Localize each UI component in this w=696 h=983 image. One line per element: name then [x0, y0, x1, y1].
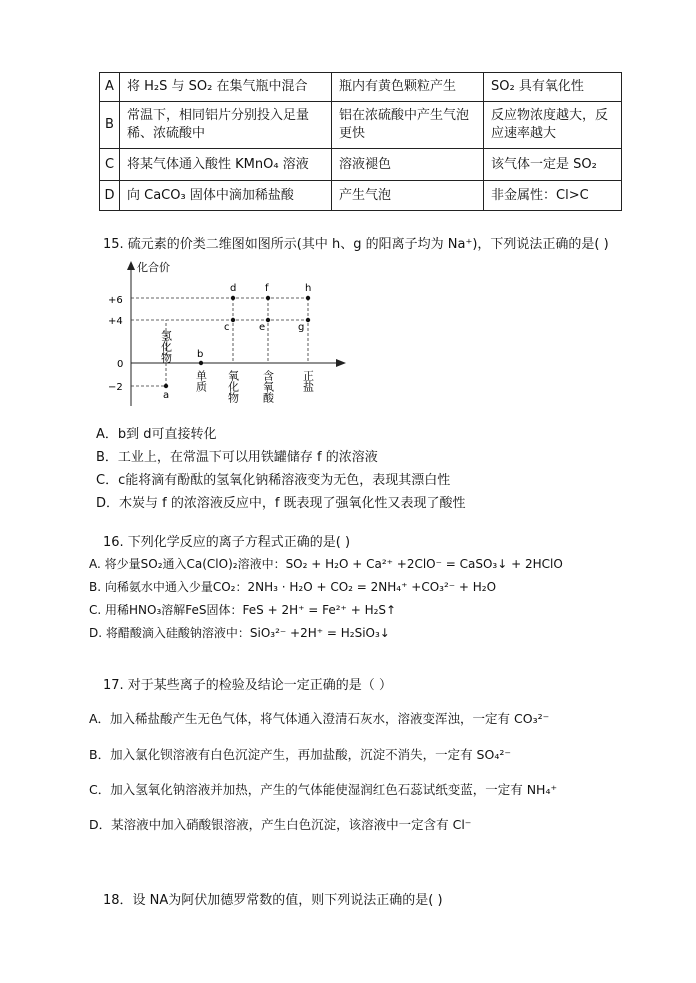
table-row	[100, 73, 622, 102]
conclusion-cell: 非金属性：Cl>C	[484, 181, 622, 211]
q15-option-d: D．木炭与 f 的浓溶液反应中，f 既表现了强氧化性又表现了酸性	[96, 496, 466, 511]
q17-option-d: D．某溶液中加入硝酸银溶液，产生白色沉淀，该溶液中一定含有 Cl⁻	[89, 817, 472, 832]
operation-cell: 向 CaCO₃ 固体中滴加稀盐酸	[120, 181, 332, 211]
category-label: 氢化物	[159, 330, 173, 363]
tick-label: +4	[108, 316, 123, 327]
q17-option-c: C．加入氢氧化钠溶液并加热，产生的气体能使湿润红色石蕊试纸变蓝，一定有 NH₄⁺	[89, 782, 558, 797]
point-b	[199, 361, 203, 365]
category-label: 含氧酸	[261, 370, 275, 403]
conclusion-cell: SO₂ 具有氧化性	[484, 73, 622, 102]
q16-option-b: B. 向稀氨水中通入少量CO₂：2NH₃ · H₂O + CO₂ = 2NH₄⁺ +CO₃²⁻ + H₂O	[89, 580, 497, 594]
point-label: b	[197, 349, 204, 360]
category-label: 正盐	[301, 370, 315, 392]
question-16-stem: 16. 下列化学反应的离子方程式正确的是( )	[103, 535, 351, 550]
operation-cell: 将某气体通入酸性 KMnO₄ 溶液	[120, 149, 332, 181]
point-c	[231, 318, 235, 322]
q16-option-c: C. 用稀HNO₃溶解FeS固体：FeS + 2H⁺ = Fe²⁺ + H₂S↑	[89, 603, 397, 617]
row-key: A	[100, 73, 120, 102]
q15-option-b: B．工业上，在常温下可以用铁罐储存 f 的浓溶液	[96, 450, 378, 465]
tick-label: −2	[108, 382, 123, 393]
x-axis-arrow	[336, 359, 346, 367]
phenomenon-cell: 溶液褪色	[332, 149, 484, 181]
valence-class-diagram	[100, 256, 360, 416]
operation-cell: 将 H₂S 与 SO₂ 在集气瓶中混合	[120, 73, 332, 102]
table-row	[100, 181, 622, 211]
point-label: c	[224, 322, 230, 333]
point-a	[164, 384, 168, 388]
guide-lines	[131, 298, 308, 386]
point-d	[231, 296, 235, 300]
table-row	[100, 149, 622, 181]
category-label: 氧化物	[226, 370, 240, 403]
row-key: D	[100, 181, 120, 211]
point-label: a	[163, 390, 170, 401]
row-key: C	[100, 149, 120, 181]
q15-option-c: C．c能将滴有酚酞的氢氧化钠稀溶液变为无色，表现其漂白性	[96, 473, 451, 488]
point-e	[266, 318, 270, 322]
experiment-table	[99, 72, 622, 211]
question-18-stem: 18．设 NA为阿伏加德罗常数的值，则下列说法正确的是( )	[103, 893, 443, 908]
table-row	[100, 102, 622, 149]
tick-label: +6	[108, 295, 123, 306]
point-f	[266, 296, 270, 300]
q17-option-b: B．加入氯化钡溶液有白色沉淀产生，再加盐酸，沉淀不消失，一定有 SO₄²⁻	[89, 747, 511, 762]
point-h	[306, 296, 310, 300]
phenomenon-cell: 铝在浓硫酸中产生气泡更快	[332, 102, 484, 149]
point-label: h	[305, 283, 312, 294]
row-key: B	[100, 102, 120, 149]
question-15-stem: 15. 硫元素的价类二维图如图所示(其中 h、g 的阳离子均为 Na⁺)，下列说法正确的是( )	[103, 237, 609, 252]
category-label: 单质	[194, 370, 208, 392]
point-label: e	[259, 322, 266, 333]
operation-cell: 常温下，相同铝片分别投入足量稀、浓硫酸中	[120, 102, 332, 149]
q17-option-a: A．加入稀盐酸产生无色气体，将气体通入澄清石灰水，溶液变浑浊，一定有 CO₃²⁻	[89, 711, 550, 726]
phenomenon-cell: 产生气泡	[332, 181, 484, 211]
phenomenon-cell: 瓶内有黄色颗粒产生	[332, 73, 484, 102]
conclusion-cell: 反应物浓度越大，反应速率越大	[484, 102, 622, 149]
y-axis-label: 化合价	[137, 261, 170, 274]
question-17-stem: 17. 对于某些离子的检验及结论一定正确的是（ ）	[103, 678, 392, 693]
y-axis-arrow	[127, 261, 135, 270]
point-label: g	[298, 322, 305, 333]
conclusion-cell: 该气体一定是 SO₂	[484, 149, 622, 181]
tick-label: 0	[117, 359, 124, 370]
q15-option-a: A．b到 d可直接转化	[96, 427, 217, 442]
point-label: d	[230, 283, 237, 294]
q16-option-d: D. 将醋酸滴入硅酸钠溶液中：SiO₃²⁻ +2H⁺ = H₂SiO₃↓	[89, 626, 390, 640]
point-label: f	[265, 283, 269, 294]
q16-option-a: A. 将少量SO₂通入Ca(ClO)₂溶液中：SO₂ + H₂O + Ca²⁺ +2ClO⁻ = CaSO₃↓ + 2HClO	[89, 557, 563, 571]
point-g	[306, 318, 310, 322]
